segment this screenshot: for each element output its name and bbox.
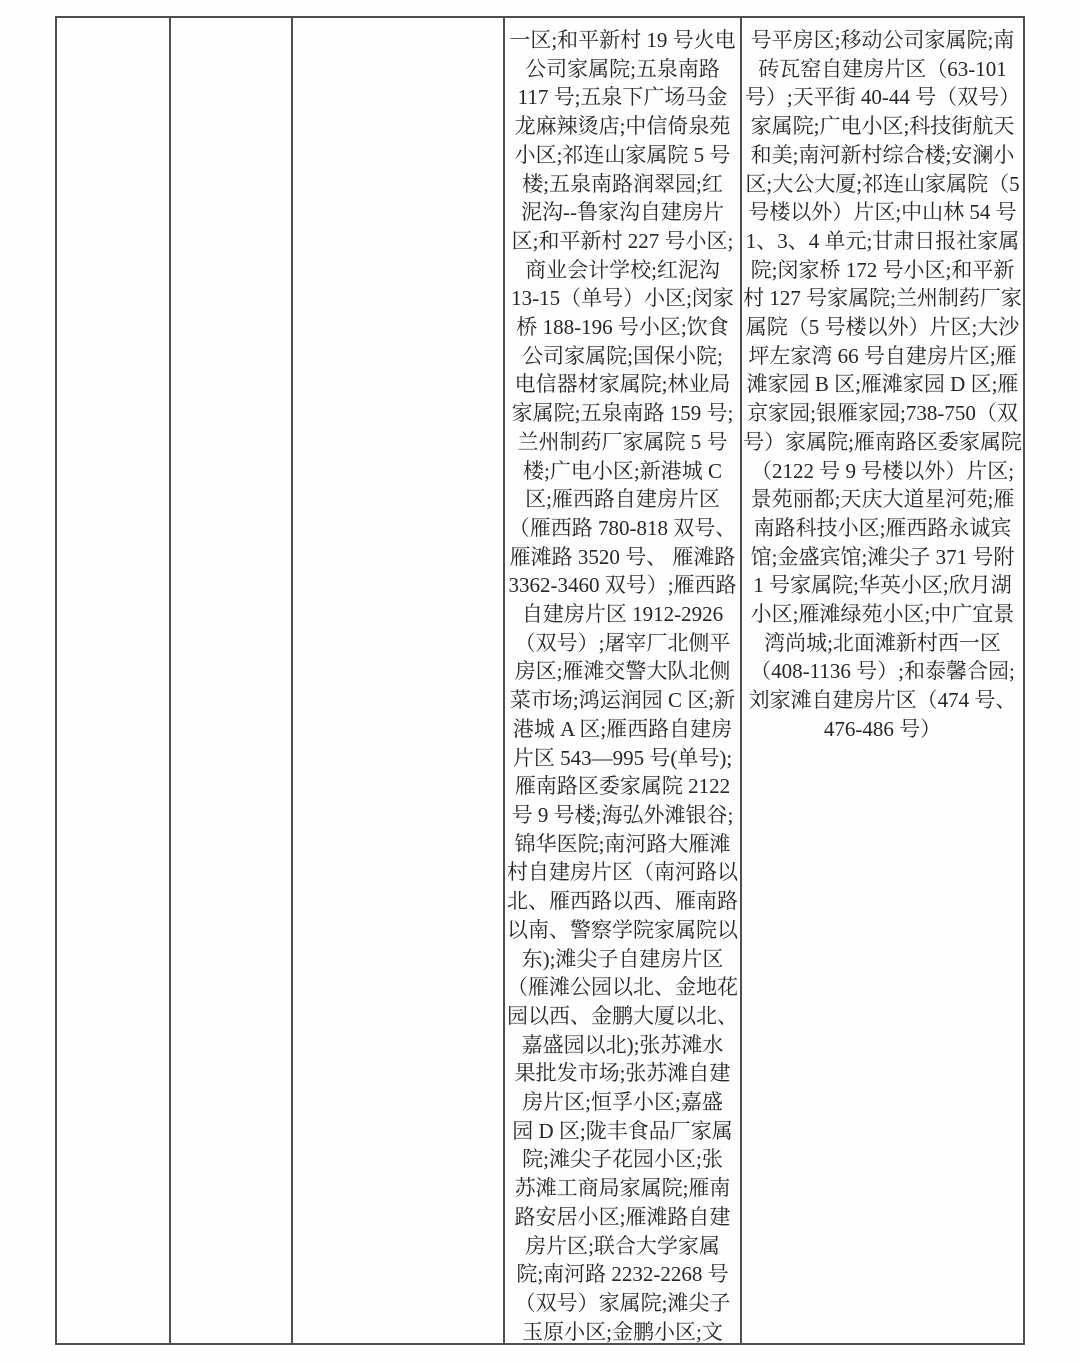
address-line: 玉原小区;金鹏小区;文: [522, 1319, 723, 1343]
address-line: 号 9 号楼;海弘外滩银谷;: [511, 802, 734, 827]
address-line: 13-15（单号）小区;闵家: [511, 286, 734, 311]
address-line: 3362-3460 双号）;雁西路: [508, 573, 737, 598]
address-line: 景苑丽都;天庆大道星河苑;雁: [750, 487, 1015, 512]
address-line: 雁滩路 3520 号、 雁滩路: [509, 544, 736, 569]
address-line: 楼;广电小区;新港城 C: [523, 458, 722, 483]
address-line: 房片区;恒孚小区;嘉盛: [522, 1090, 723, 1115]
address-line: 公司家属院;国保小院;: [522, 343, 723, 368]
address-line: 和美;南河新村综合楼;安澜小: [750, 142, 1015, 167]
table-cell-empty-3: [291, 18, 503, 1343]
address-line: 房区;雁滩交警大队北侧: [514, 659, 731, 684]
address-line: 龙麻辣烫店;中信倚泉苑: [514, 114, 731, 139]
address-line: 商业会计学校;红泥沟: [525, 257, 720, 282]
address-line: 号楼以外）片区;中山林 54 号: [748, 200, 1017, 225]
address-line: （雁西路 780-818 双号、: [508, 515, 737, 540]
address-line: 兰州制药厂家属院 5 号: [517, 429, 728, 454]
address-line: 港城 A 区;雁西路自建房: [512, 716, 733, 741]
address-line: 砖瓦窑自建房片区（63-101: [758, 56, 1007, 81]
address-line: 东);滩尖子自建房片区: [521, 946, 724, 971]
table-cell-district-list-right: [740, 18, 1025, 1343]
address-line: 泥沟--鲁家沟自建房片: [521, 200, 724, 225]
address-line: 1 号家属院;华英小区;欣月湖: [753, 573, 1012, 598]
address-line: 滩家园 B 区;雁滩家园 D 区;雁: [746, 372, 1019, 397]
address-line: 小区;雁滩绿苑小区;中广宜景: [750, 602, 1015, 627]
table-cell-district-list-left: [503, 18, 740, 1343]
address-line: 房片区;联合大学家属: [525, 1233, 720, 1258]
address-line: 北、雁西路以西、雁南路: [507, 889, 738, 914]
address-line: 村自建房片区（南河路以: [507, 860, 738, 885]
address-line: 馆;金盛宾馆;滩尖子 371 号附: [750, 544, 1015, 569]
address-line: 属院（5 号楼以外）片区;大沙: [745, 315, 1020, 340]
table-cell-empty-1: [55, 18, 169, 1343]
address-line: 院;闵家桥 172 号小区;和平新: [750, 257, 1015, 282]
address-line: 小区;祁连山家属院 5 号: [514, 142, 731, 167]
address-line: 村 127 号家属院;兰州制药厂家: [743, 286, 1022, 311]
address-line: 路安居小区;雁滩路自建: [514, 1204, 731, 1229]
address-line: 坪左家湾 66 号自建房片区;雁: [748, 343, 1017, 368]
address-line: 以南、警察学院家属院以: [507, 917, 738, 942]
address-line: 院;南河路 2232-2268 号: [516, 1262, 729, 1287]
address-line: 果批发市场;张苏滩自建: [514, 1061, 731, 1086]
address-line: 桥 188-196 号小区;饮食: [516, 315, 729, 340]
district-table: [55, 16, 1025, 1345]
address-line: 园 D 区;陇丰食品厂家属: [512, 1118, 733, 1143]
address-line: （双号）家属院;滩尖子: [514, 1290, 731, 1315]
address-line: 区;大公大厦;祁连山家属院（5: [745, 171, 1020, 196]
address-line: 1、3、4 单元;甘肃日报社家属: [745, 228, 1020, 253]
address-line: 号）家属院;雁南路区委家属院: [743, 429, 1022, 454]
address-line: （408-1136 号）;和泰馨合园;: [750, 659, 1015, 684]
address-line: 自建房片区 1912-2926: [521, 602, 724, 627]
address-line: 园以西、金鹏大厦以北、: [507, 1003, 738, 1028]
address-line: 楼;五泉南路润翠园;红: [522, 171, 723, 196]
address-line: 号）;天平街 40-44 号（双号）: [744, 85, 1021, 110]
address-line: 片区 543—995 号(单号);: [512, 745, 733, 770]
address-line: 117 号;五泉下广场马金: [517, 85, 728, 110]
district-list-right: [742, 26, 1023, 744]
address-line: 家属院;五泉南路 159 号;: [511, 401, 734, 426]
address-line: 476-486 号）: [823, 716, 942, 741]
address-line: 嘉盛园以北);张苏滩水: [521, 1032, 724, 1057]
address-line: 院;滩尖子花园小区;张: [522, 1147, 723, 1172]
address-line: 雁南路区委家属院 2122: [514, 774, 731, 799]
address-line: 南路科技小区;雁西路永诚宾: [753, 515, 1012, 540]
table-cell-empty-2: [169, 18, 291, 1343]
address-line: 家属院;广电小区;科技街航天: [750, 114, 1015, 139]
address-line: 湾尚城;北面滩新村西一区: [764, 630, 1001, 655]
address-line: 电信器材家属院;林业局: [514, 372, 731, 397]
address-line: 刘家滩自建房片区（474 号、: [748, 688, 1017, 713]
address-line: 区;和平新村 227 号小区;: [511, 228, 734, 253]
address-line: 区;雁西路自建房片区: [525, 487, 720, 512]
address-line: 苏滩工商局家属院;雁南: [514, 1176, 731, 1201]
address-line: （双号）;屠宰厂北侧平: [514, 630, 731, 655]
address-line: 公司家属院;五泉南路: [525, 56, 720, 81]
address-line: 一区;和平新村 19 号火电: [509, 28, 736, 52]
address-line: （雁滩公园以北、金地花: [507, 975, 738, 1000]
address-line: （2122 号 9 号楼以外）片区;: [750, 458, 1015, 483]
address-line: 京家园;银雁家园;738-750（双: [747, 401, 1018, 426]
address-line: 锦华医院;南河路大雁滩: [514, 831, 731, 856]
address-line: 菜市场;鸿运润园 C 区;新: [509, 688, 736, 713]
district-list-left: [505, 26, 740, 1343]
address-line: 号平房区;移动公司家属院;南: [750, 28, 1015, 52]
